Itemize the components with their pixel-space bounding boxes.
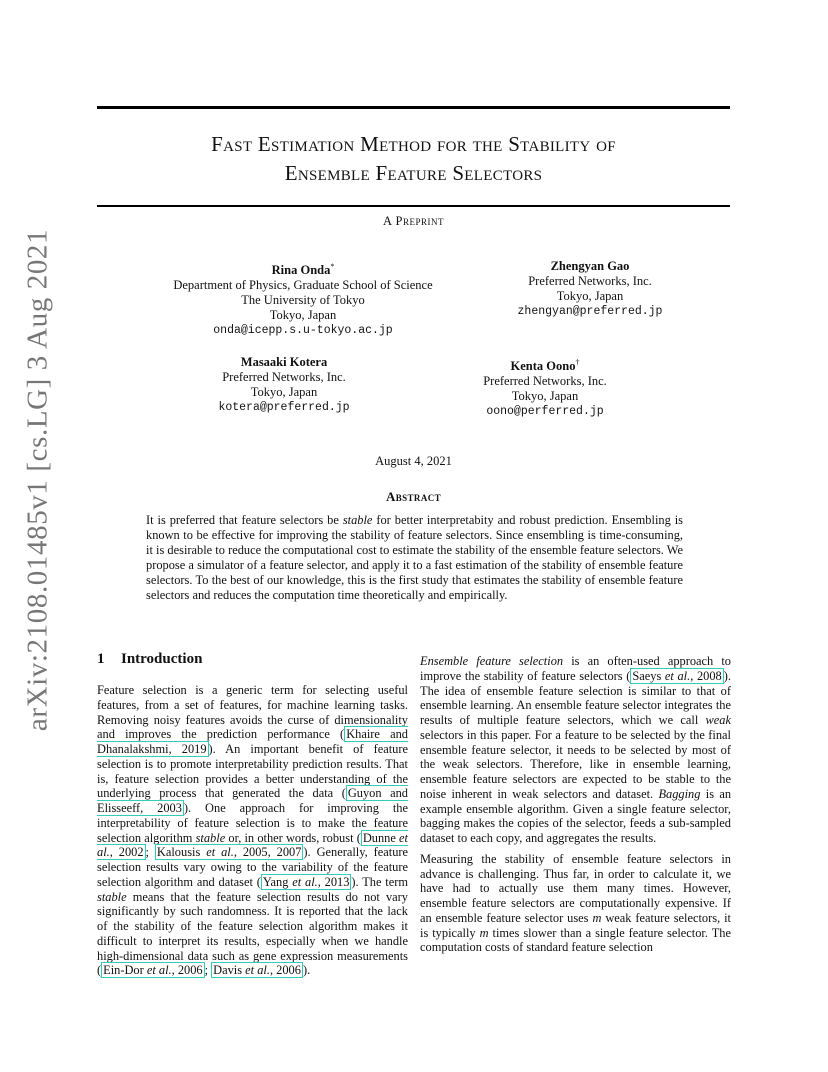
paper-title-line-1: Fast Estimation Method for the Stability of <box>211 132 616 156</box>
citation-link[interactable]: Khaire and Dhanalakshmi, 2019 <box>97 727 409 756</box>
author-footnote-mark: * <box>330 262 335 271</box>
title-bottom-rule <box>97 205 730 207</box>
author-block <box>184 355 384 415</box>
author-footnote-mark: † <box>575 358 580 367</box>
author-affiliation: The University of Tokyo <box>241 293 365 307</box>
citation-link[interactable]: Guyon and Elisseeff, 2003 <box>97 786 409 815</box>
author-affiliation: Preferred Networks, Inc. <box>483 374 607 388</box>
preprint-label: A Preprint <box>383 214 444 228</box>
right-column-text <box>420 654 731 955</box>
title-top-rule <box>97 106 730 109</box>
author-email[interactable]: zhengyan@preferred.jp <box>517 305 663 318</box>
citation-link[interactable]: Davis et al., 2006 <box>213 963 301 978</box>
citation-link[interactable]: Dunne et al., 2002 <box>97 830 408 860</box>
author-email[interactable]: oono@perferred.jp <box>486 405 604 418</box>
author-block <box>490 259 690 319</box>
author-name: Rina Onda <box>271 263 331 277</box>
author-affiliation: Tokyo, Japan <box>511 389 579 403</box>
arxiv-identifier-stamp: arXiv:2108.01485v1 [cs.LG] 3 Aug 2021 <box>21 228 54 732</box>
publication-date: August 4, 2021 <box>375 454 452 468</box>
section-heading <box>97 651 202 668</box>
author-affiliation: Tokyo, Japan <box>269 308 337 322</box>
author-name: Zhengyan Gao <box>550 259 630 273</box>
abstract-body: It is preferred that feature selectors be stable for better interpretabity and robust prediction. Ensembling is known to be effective for improving the stability of feature selectors. Since ensembling is time-consuming, it is desirable to reduce the computational cost to estimate the stability of the ensemble feature selectors. We propose a simulator of a feature selector, and apply it to a fast estimation of the stability of ensemble feature selectors. To the best of our knowledge, this is the first study that estimates the stability of ensemble feature selectors and reduces the computation time theoretically and empirically. <box>146 513 683 602</box>
citation-link[interactable]: Kalousis et al., 2005, 2007 <box>156 845 302 860</box>
paragraph: Ensemble feature selection is an often-used approach to improve the stability of feature selectors ( Saeys et al., 2008 ). The idea of ensemble feature selection is similar to that of ensemble learning. An ensemble feature selector integrates the results of multiple feature selectors, which we call weak selectors in this paper. For a feature to be selected by the final ensemble feature selector, it needs to be selected by most of the weak selectors. Therefore, like in ensemble learning, ensemble feature selectors are expected to be stable to the noise inherent in weak selectors and dataset. Bagging is an example ensemble algorithm. Given a single feature selector, bagging makes the copies of the selector, feeds a sub-sampled dataset to each copy, and aggregates the results. <box>420 654 732 845</box>
paper-title <box>97 130 730 188</box>
author-name: Masaaki Kotera <box>240 355 328 369</box>
author-affiliation: Tokyo, Japan <box>556 289 624 303</box>
citation-link[interactable]: Yang et al., 2013 <box>262 874 350 889</box>
paper-title-line-2: Ensemble Feature Selectors <box>284 161 543 185</box>
author-affiliation: Preferred Networks, Inc. <box>528 274 652 288</box>
section-number: 1 <box>97 651 105 667</box>
abstract-heading: Abstract <box>385 489 442 504</box>
author-block <box>445 355 645 419</box>
author-email[interactable]: onda@icepp.s.u-tokyo.ac.jp <box>213 324 393 337</box>
section-title: Introduction <box>121 651 203 667</box>
author-affiliation: Department of Physics, Graduate School of Science <box>173 278 433 292</box>
author-name: Kenta Oono <box>510 359 576 373</box>
author-block <box>153 259 453 338</box>
citation-link[interactable]: Ein-Dor et al., 2006 <box>103 963 203 978</box>
left-column-text: Feature selection is a generic term for selecting useful features, from a set of features, for machine learning tasks. Removing noisy features avoids the curse of dimensionality and improves the prediction performance ( Khaire and Dhanalakshmi, 2019 ). An important benefit of feature selection is to promote interpretability prediction results. That is, feature selection provides a better understanding of the underlying process that generated the data ( Guyon and Elisseeff, 2003 ). One approach for improving the interpretability of feature selection is to make the feature selection algorithm stable or, in other words, robust ( Dunne et al., 2002 ; Kalousis et al., 2005, 2007 ). Generally, feature selection results vary owing to the variability of the feature selection algorithm and dataset ( Yang et al., 2013 ). The term stable means that the feature selection results do not vary significantly by such randomness. It is reported that the lack of the stability of the feature selection algorithm makes it difficult to interpret its results, especially when we handle high-dimensional data such as gene expression measurements ( Ein-Dor et al., 2006 ; Davis et al., 2006 ). <box>97 683 409 978</box>
paragraph: Measuring the stability of ensemble feature selectors in advance is challenging. Thus far, in order to calculate it, we have had to actually use them many times. However, ensemble feature selectors are computationally expensive. If an ensemble feature selector uses m weak feature selectors, it is typically m times slower than a single feature selector. The computation costs of standard feature selection <box>420 851 731 955</box>
author-affiliation: Preferred Networks, Inc. <box>222 370 346 384</box>
author-email[interactable]: kotera@preferred.jp <box>218 401 350 414</box>
citation-link[interactable]: Saeys et al., 2008 <box>632 668 722 683</box>
author-affiliation: Tokyo, Japan <box>250 385 318 399</box>
